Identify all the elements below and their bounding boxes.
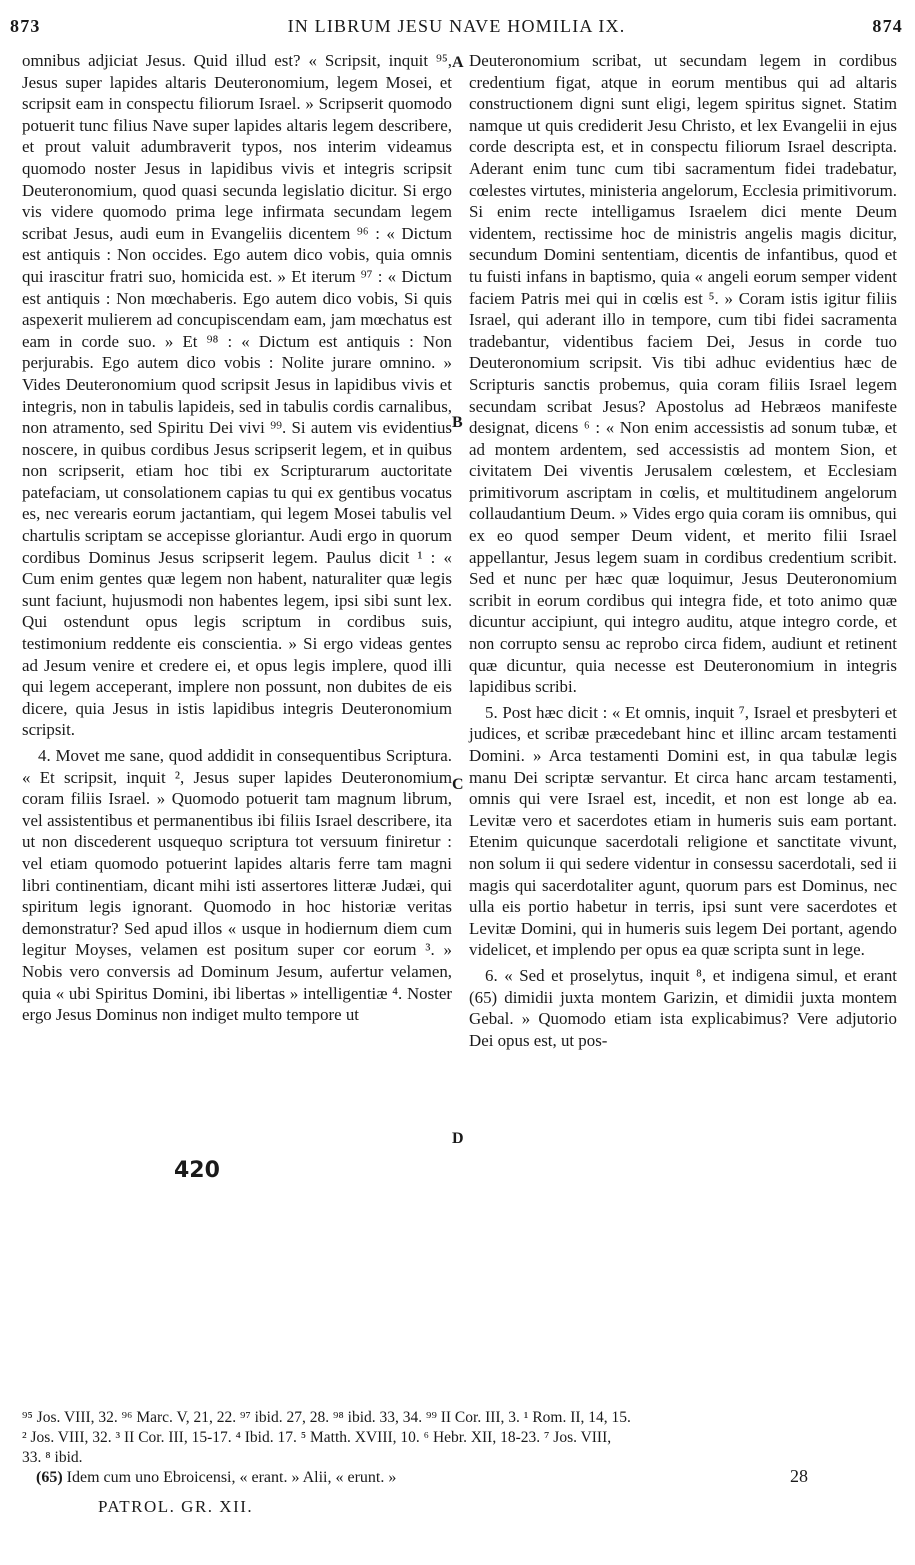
variant-note-text: Idem cum uno Ebroicensi, « erant. » Alii, « erunt. »: [62, 1469, 397, 1486]
variant-note: [36, 1469, 396, 1487]
footnotes: [22, 1408, 901, 1468]
paragraph: Deuteronomium scribat, ut secundam legem in cordibus credentium figat, atque in eorum mentibus qui ad altaris constructionem digni sunt eligi, legem spiritus signet. Statim namque ut quis crediderit Jesu Christo, et lex Evangelii in ejus corde descripta est, et in conspectu filiorum Israel descripta. Aderant enim tunc cum tibi sacramentum fidei tradebatur, cœlestes virtutes, ministeria angelorum, Ecclesia primitivorum. Si enim recte intelligamus Israelem dici mente Deum videntem, rectissime hoc de ministris angelis magis dicitur, secundum Domini sententiam, dicentis de infantibus, quod et tu fuisti infans in baptismo, quia « angeli eorum semper vident faciem Patris mei qui in cœlis est ⁵. » Coram istis igitur filiis Israel, qui aderant illo in tempore, cum tibi fidei sacramenta tradebantur, videntibus faciem Dei, Jesus in corde tuo Deuteronomium scripsit. Vis tibi adhuc evidentius hæc de Scripturis sanctis probemus, quia coram filiis Israel legem secundam scribat Jesus? Apostolus ad Hebræos manifeste designat, dicens ⁶ : « Non enim accessistis ad sonum tubæ, et ad montem ardentem, sed accessistis ad montem Sion, et civitatem Dei viventis Jerusalem cœlestem, et Ecclesiam primitivorum ascriptam in cœlis, et multitudinem angelorum collaudantium Deum. » Vides ergo quia coram iis omnibus, qui ex eo quod semper Deum vident, et merito filii Israel appellantur, Jesus legem suam in cordibus credentium scribit. Sed et nunc per hæc quæ loquimur, Jesus Deuteronomium scribit in eorum cordibus qui integra fide, et toto animo quæ dicuntur accipiunt, qui integro auditu, atque integro corde, et non corrupto sensu ac reprobo circa fidem, audiunt et retinent quæ dicuntur, quia necesse est Deuteronomium in integris lapidibus scribi.: [469, 51, 897, 697]
column-number: 420: [174, 1158, 220, 1183]
margin-marker: B: [452, 414, 463, 431]
right-column: [469, 50, 897, 1051]
paragraph: 5. Post hæc dicit : « Et omnis, inquit ⁷, Israel et presbyteri et judices, et scribæ præcedebant hinc et illinc arcam testamenti Domini. » Arca testamenti Domini est, in qua tabulæ legis manu Dei scriptæ servantur. Et circa hanc arcam testamenti, omnis qui vere Israel est, incedit, et non est longe ab ea. Levitæ vero et sacerdotes etiam in humeris suis eam portant. Etenim quicunque sacerdotali religione et sanctitate vivunt, non solum ii qui sedere videntur in consessu sacerdotali, sed ii magis qui sacerdotaliter agunt, quorum pars est Dominus, nec ulla eis portio habetur in terris, ipsi sunt vere sacerdotes et Levitæ Domini, qui in humeris suis legem Dei portant, agendo videlicet, et implendo per opus ea quæ scripta sunt in lege.: [469, 702, 897, 960]
paragraph: 4. Movet me sane, quod addidit in consequentibus Scriptura. « Et scripsit, inquit ², Jesus super lapides Deuteronomium coram filiis Israel. » Quomodo potuerit tam magnum librum, vel assistentibus et permanentibus ibi filiis Israel describere, ita ut non discederent usquequo scriptura tot versuum finiretur : vel etiam quomodo potuerint lapides altaris ferre tam magni libri continentiam, dicant mihi isti assertores litteræ Judæi, qui spiritum legis ignorant. Quomodo in hoc historiæ veritas demonstratur? Sed apud illos « usque in hodiernum diem cum legitur Moyses, velamen est positum super cor eorum ³. » Nobis vero conversis ad Dominum Jesum, aufertur velamen, quia « ubi Spiritus Domini, ibi libertas » intelligentiæ ⁴. Noster ergo Jesus Dominus non indiget multo tempore ut: [22, 746, 452, 1025]
left-column: [22, 50, 452, 1026]
margin-marker: C: [452, 776, 464, 793]
running-title: IN LIBRUM JESU NAVE HOMILIA IX.: [287, 16, 626, 36]
footnote-line: 33. ⁸ ibid.: [22, 1449, 83, 1466]
footnote-line: ⁹⁵ Jos. VIII, 32. ⁹⁶ Marc. V, 21, 22. ⁹⁷ ibid. 27, 28. ⁹⁸ ibid. 33, 34. ⁹⁹ II Cor. III, 3. ¹ Rom. II, 14, 15.: [22, 1409, 631, 1426]
margin-marker: D: [452, 1130, 464, 1147]
footnote-line: ² Jos. VIII, 32. ³ II Cor. III, 15-17. ⁴ Ibid. 17. ⁵ Matth. XVIII, 10. ⁶ Hebr. XII, 18-23. ⁷ Jos. VIII,: [22, 1429, 612, 1446]
page-number-right: 874: [872, 16, 903, 36]
running-header: [10, 16, 903, 40]
page-number-left: 873: [10, 16, 41, 36]
margin-marker: A: [452, 54, 464, 71]
paragraph: omnibus adjiciat Jesus. Quid illud est? « Scripsit, inquit ⁹⁵, Jesus super lapides altaris Deuteronomium, legem Mosei, et scripsit eam in conspectu filiorum Israel. » Scripserit quomodo potuerit tunc filius Nave super lapides altaris legem describere, et prout valuit adumbraverit typos, nos interim videamus quomodo noster Jesus in lapidibus vivis et integris scripsit Deuteronomium, quod quasi secunda legislatio dicitur. Si ergo vis videre quomodo prima lege infirmata secundam legem scribat Jesus, audi eum in Evangeliis dicentem ⁹⁶ : « Dictum est antiquis : Non occides. Ego autem dico vobis, quia omnis qui irascitur fratri suo, homicida est. » Et iterum ⁹⁷ : « Dictum est antiquis : Non mœchaberis. Ego autem dico vobis, Si quis aspexerit mulierem ad concupiscendam eam, jam mœchatus est eam in corde suo. » Et ⁹⁸ : « Dictum est antiquis : Non perjurabis. Ego autem dico vobis : Nolite jurare omnino. » Vides Deuteronomium quod scripsit Jesus in lapidibus vivis et integris, non in tabulis lapideis, sed in tabulis cordis carnalibus, non atramento, sed Spiritu Dei vivi ⁹⁹. Si autem vis evidentius noscere, in quibus cordibus Jesus scripserit legem, et in quibus non scripserit, etiam hoc tibi ex Scripturarum auctoritate patefaciam, ut consolationem capias tu qui ex gentibus vocatus es, nec verearis eorum jactantiam, qui legem Mosei tabulis vel chartulis scriptam se accepisse gloriantur. Audi ergo in quorum cordibus Dominus Jesus scripserit legem. Paulus dicit ¹ : « Cum enim gentes quæ legem non habent, naturaliter quæ legis sunt faciunt, hujusmodi non habentes legem, ipsi sibi sunt lex. Qui ostendunt opus legis scriptum in cordibus suis, testimonium reddente eis conscientia. » Si ergo videas gentes ad Jesum venire et credere ei, et opus legis implere, quod illi qui legem acceperant, implere non possunt, non dubites de eis dicere, quia Jesus in istis lapidibus integris Deuteronomium scripsit.: [22, 51, 452, 740]
variant-note-number: (65): [36, 1469, 63, 1486]
series-title: PATROL. GR. XII.: [98, 1497, 254, 1516]
signature-mark: 28: [790, 1466, 808, 1486]
paragraph: 6. « Sed et proselytus, inquit ⁸, et indigena simul, et erant (65) dimidii juxta montem Garizin, et dimidii juxta montem Gebal. » Quomodo etiam ista explicabimus? Vere adjutorio Dei opus est, ut pos-: [469, 965, 897, 1050]
